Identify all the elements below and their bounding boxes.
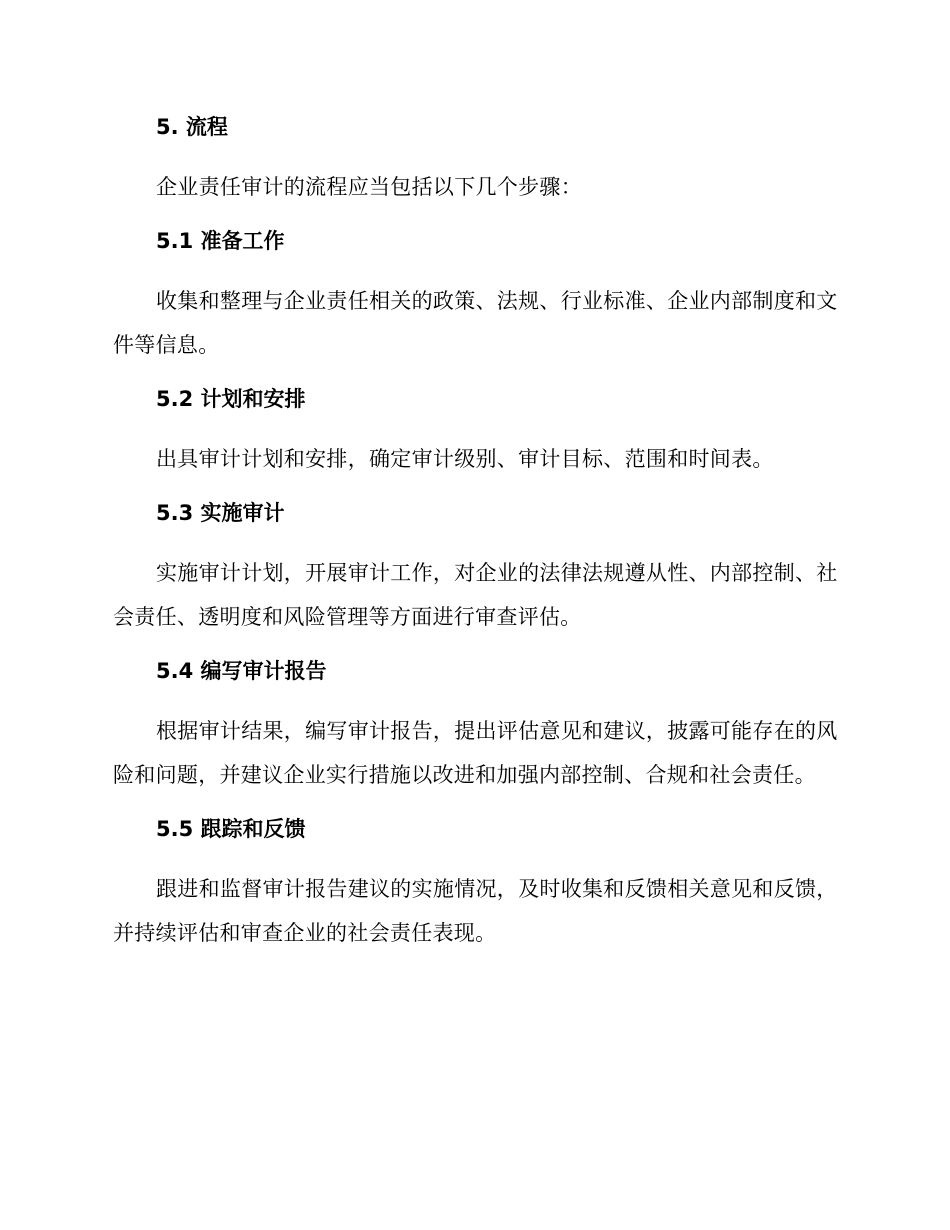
section-title: 5. 流程 [156, 115, 228, 139]
step-text-implementation: 实施审计计划，开展审计工作，对企业的法律法规遵从性、内部控制、社会责任、透明度和风险管理等方面进行审查评估。 [113, 561, 838, 629]
step-heading-report: 5.4 编写审计报告 [156, 659, 327, 683]
step-text-report: 根据审计结果，编写审计报告，提出评估意见和建议，披露可能存在的风险和问题，并建议企业实行措施以改进和加强内部控制、合规和社会责任。 [113, 719, 838, 787]
step-text-planning: 出具审计计划和安排，确定审计级别、审计目标、范围和时间表。 [156, 447, 774, 471]
document-body [113, 108, 838, 968]
intro-paragraph: 企业责任审计的流程应当包括以下几个步骤： [156, 175, 582, 199]
step-heading-implementation: 5.3 实施审计 [156, 501, 285, 525]
step-heading-preparation: 5.1 准备工作 [156, 229, 285, 253]
step-text-preparation: 收集和整理与企业责任相关的政策、法规、行业标准、企业内部制度和文件等信息。 [113, 289, 838, 357]
step-heading-follow-up: 5.5 跟踪和反馈 [156, 817, 306, 841]
step-text-follow-up: 跟进和监督审计报告建议的实施情况，及时收集和反馈相关意见和反馈，并持续评估和审查企业的社会责任表现。 [113, 877, 838, 945]
step-heading-planning: 5.2 计划和安排 [156, 387, 306, 411]
